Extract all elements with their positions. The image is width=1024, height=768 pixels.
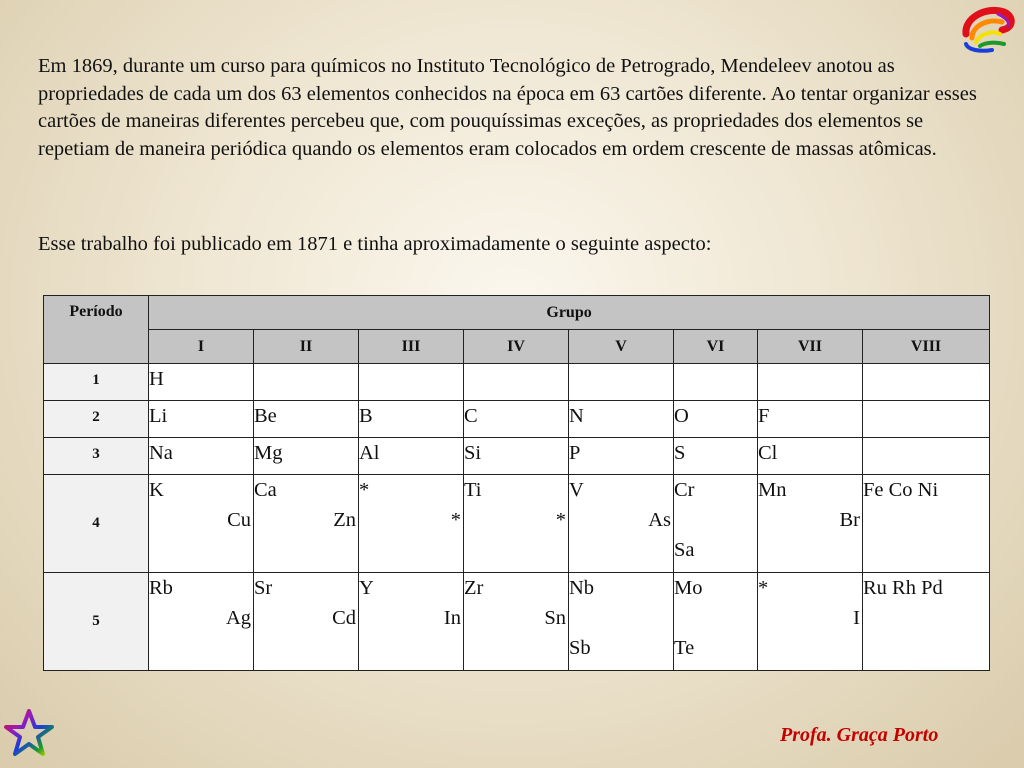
group-label: VIII bbox=[863, 330, 990, 364]
element-symbol-subgroup: Cu bbox=[227, 509, 251, 531]
rainbow-swirl-logo-icon bbox=[958, 4, 1018, 54]
element-symbol: Si bbox=[464, 442, 482, 464]
element-cell bbox=[569, 475, 674, 573]
element-cell bbox=[674, 364, 758, 401]
element-cell bbox=[863, 438, 990, 475]
element-symbol: Be bbox=[254, 405, 277, 427]
group-label: V bbox=[569, 330, 674, 364]
period-number: 2 bbox=[44, 401, 149, 438]
element-symbol: Rb bbox=[149, 577, 173, 599]
element-cell bbox=[464, 438, 569, 475]
period-header: Período bbox=[44, 296, 149, 364]
element-symbol: Y bbox=[359, 577, 374, 599]
element-symbol-lower: Sb bbox=[569, 637, 591, 659]
element-symbol: Ca bbox=[254, 479, 277, 501]
element-symbol: Al bbox=[359, 442, 380, 464]
element-symbol: Ru Rh Pd bbox=[863, 577, 943, 599]
element-symbol: P bbox=[569, 442, 581, 464]
element-cell bbox=[464, 401, 569, 438]
element-symbol: Na bbox=[149, 442, 173, 464]
group-header: Grupo bbox=[149, 296, 990, 330]
element-cell bbox=[254, 364, 359, 401]
element-symbol: Cl bbox=[758, 442, 778, 464]
element-cell bbox=[674, 475, 758, 573]
element-symbol-lower: Sa bbox=[674, 539, 695, 561]
element-symbol-subgroup: Br bbox=[839, 509, 860, 531]
element-cell bbox=[254, 573, 359, 671]
element-symbol: Ti bbox=[464, 479, 482, 501]
element-symbol: F bbox=[758, 405, 770, 427]
element-cell bbox=[863, 573, 990, 671]
element-symbol: V bbox=[569, 479, 584, 501]
period-row bbox=[44, 573, 990, 671]
period-row bbox=[44, 438, 990, 475]
element-cell bbox=[758, 401, 863, 438]
element-cell bbox=[569, 573, 674, 671]
element-cell bbox=[359, 573, 464, 671]
element-symbol: Fe Co Ni bbox=[863, 479, 939, 501]
element-symbol: Mg bbox=[254, 442, 283, 464]
element-symbol: * bbox=[758, 577, 769, 599]
element-symbol-subgroup: Zn bbox=[333, 509, 356, 531]
element-cell bbox=[863, 401, 990, 438]
element-symbol: O bbox=[674, 405, 689, 427]
element-cell bbox=[674, 438, 758, 475]
element-cell bbox=[464, 573, 569, 671]
intro-paragraph-2: Esse trabalho foi publicado em 1871 e tinha aproximadamente o seguinte aspecto: bbox=[38, 233, 712, 255]
element-symbol: Nb bbox=[569, 577, 595, 599]
element-symbol: H bbox=[149, 368, 164, 390]
author-signature: Profa. Graça Porto bbox=[780, 724, 939, 746]
element-cell bbox=[149, 573, 254, 671]
period-row bbox=[44, 475, 990, 573]
rainbow-star-icon bbox=[4, 708, 54, 758]
element-cell bbox=[758, 475, 863, 573]
element-cell bbox=[149, 438, 254, 475]
element-symbol: B bbox=[359, 405, 373, 427]
element-symbol-subgroup: * bbox=[555, 509, 566, 531]
period-number: 1 bbox=[44, 364, 149, 401]
element-symbol: Mn bbox=[758, 479, 787, 501]
element-cell bbox=[863, 364, 990, 401]
group-label: I bbox=[149, 330, 254, 364]
element-symbol: Cr bbox=[674, 479, 695, 501]
element-cell bbox=[674, 573, 758, 671]
element-cell bbox=[758, 573, 863, 671]
period-row bbox=[44, 401, 990, 438]
period-number: 5 bbox=[44, 573, 149, 671]
element-symbol-subgroup: As bbox=[648, 509, 671, 531]
element-symbol: Zr bbox=[464, 577, 484, 599]
element-cell bbox=[569, 438, 674, 475]
period-number: 4 bbox=[44, 475, 149, 573]
group-label: IV bbox=[464, 330, 569, 364]
element-cell bbox=[569, 364, 674, 401]
element-symbol: S bbox=[674, 442, 686, 464]
element-cell bbox=[149, 401, 254, 438]
element-cell bbox=[569, 401, 674, 438]
element-cell bbox=[359, 401, 464, 438]
element-cell bbox=[254, 438, 359, 475]
element-symbol-subgroup: Sn bbox=[544, 607, 566, 629]
element-cell bbox=[758, 438, 863, 475]
element-symbol: Sr bbox=[254, 577, 273, 599]
element-cell bbox=[464, 475, 569, 573]
group-label: VI bbox=[674, 330, 758, 364]
element-cell bbox=[674, 401, 758, 438]
element-symbol: K bbox=[149, 479, 164, 501]
element-cell bbox=[863, 475, 990, 573]
element-cell bbox=[359, 364, 464, 401]
element-symbol: Mo bbox=[674, 577, 703, 599]
element-symbol-subgroup: * bbox=[450, 509, 461, 531]
element-symbol-subgroup: I bbox=[853, 607, 860, 629]
element-cell bbox=[464, 364, 569, 401]
element-cell bbox=[254, 475, 359, 573]
group-label: VII bbox=[758, 330, 863, 364]
group-label: III bbox=[359, 330, 464, 364]
element-cell bbox=[758, 364, 863, 401]
element-symbol: * bbox=[359, 479, 370, 501]
element-symbol-lower: Te bbox=[674, 637, 695, 659]
mendeleev-table bbox=[43, 295, 990, 671]
element-symbol-subgroup: Ag bbox=[225, 607, 251, 629]
element-symbol-subgroup: Cd bbox=[332, 607, 356, 629]
intro-paragraph-1: Em 1869, durante um curso para químicos no Instituto Tecnológico de Petrogrado, Mendeleev anotou as propriedades de cada um dos 63 elementos conhecidos na época em 63 cartões diferente. Ao tentar organizar esses cartões de maneiras diferentes percebeu que, com pouquíssimas exceções, as propriedades dos elementos se repetiam de maneira periódica quando os elementos eram colocados em ordem crescente de massas atômicas. bbox=[38, 55, 977, 160]
period-row bbox=[44, 364, 990, 401]
element-symbol: C bbox=[464, 405, 478, 427]
element-cell bbox=[254, 401, 359, 438]
element-cell bbox=[149, 475, 254, 573]
element-cell bbox=[149, 364, 254, 401]
element-symbol: Li bbox=[149, 405, 168, 427]
element-symbol: N bbox=[569, 405, 584, 427]
element-cell bbox=[359, 438, 464, 475]
element-cell bbox=[359, 475, 464, 573]
element-symbol-subgroup: In bbox=[443, 607, 461, 629]
group-label: II bbox=[254, 330, 359, 364]
period-number: 3 bbox=[44, 438, 149, 475]
